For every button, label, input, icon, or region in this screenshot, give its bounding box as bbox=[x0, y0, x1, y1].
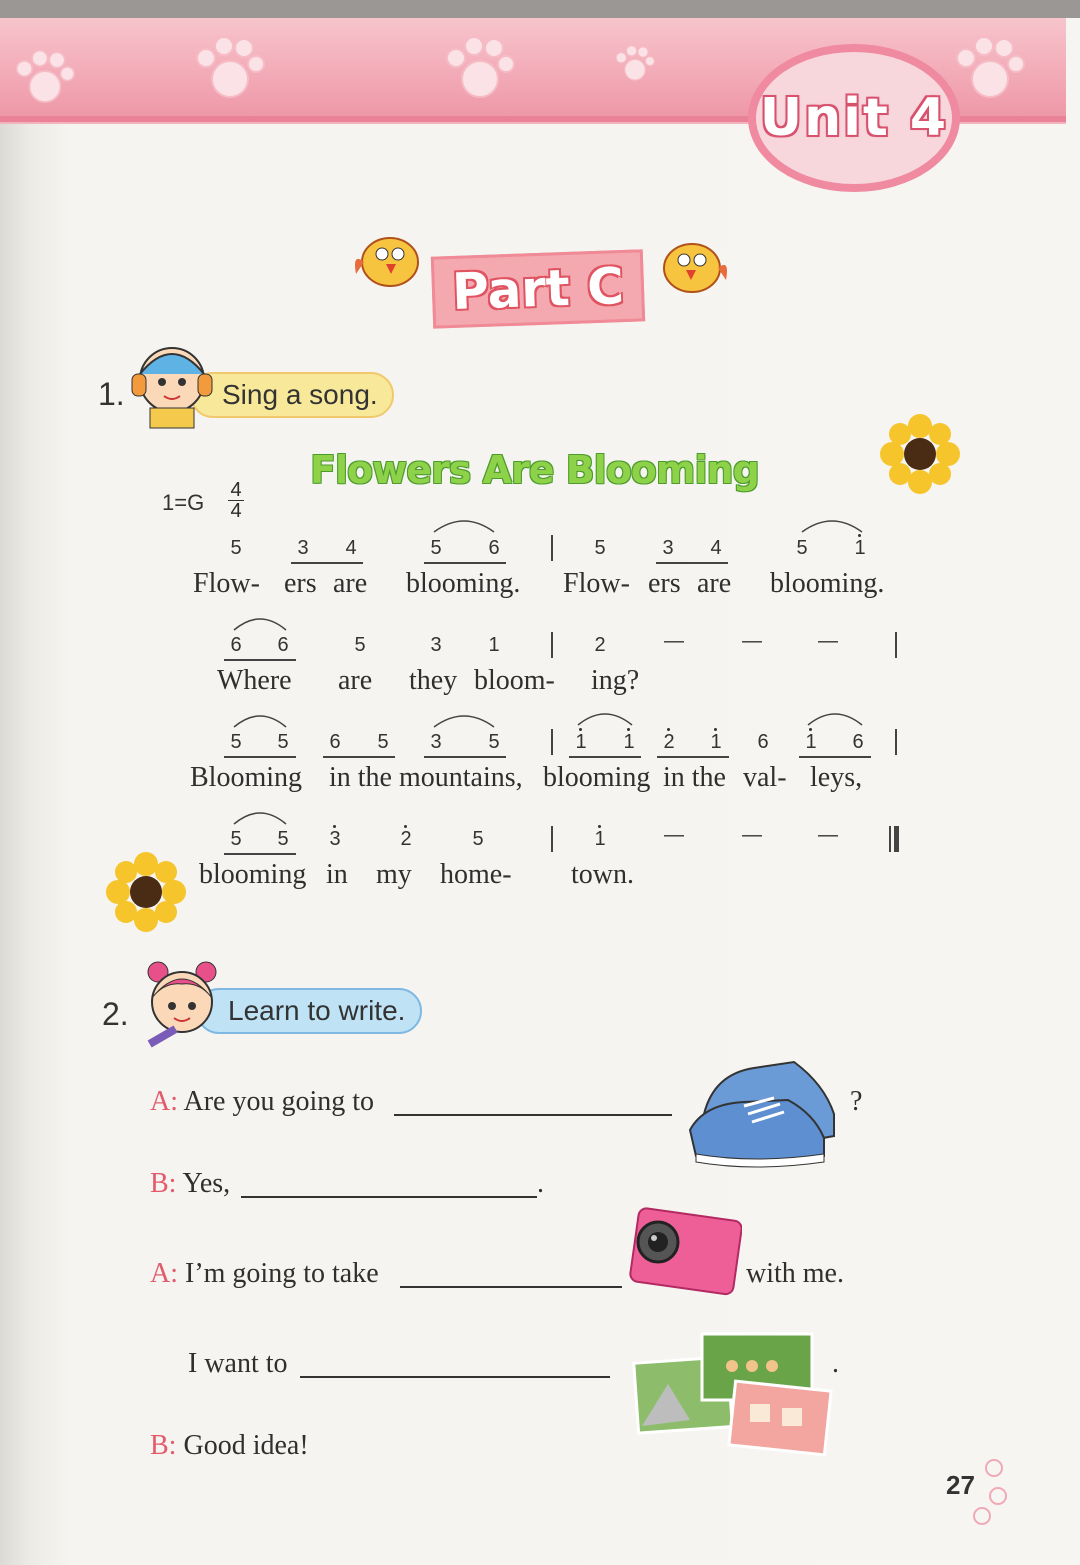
boy-headphones-icon bbox=[124, 338, 220, 430]
lyric: leys, bbox=[810, 762, 863, 793]
high-octave-dot bbox=[404, 825, 407, 828]
paw-print-icon bbox=[440, 34, 520, 104]
note-underline bbox=[291, 562, 363, 564]
dialog-end: . bbox=[832, 1348, 839, 1379]
section-2-number: 2. bbox=[102, 996, 129, 1032]
page-number: 27 bbox=[946, 1470, 975, 1500]
speaker-label: B: bbox=[150, 1430, 177, 1461]
dialog-line-1 bbox=[150, 1086, 374, 1118]
lyric: bloom- bbox=[474, 665, 555, 696]
slur bbox=[574, 709, 636, 727]
lyric: in the bbox=[663, 762, 726, 793]
scan-edge bbox=[0, 0, 1080, 18]
dialog-line-3 bbox=[150, 1258, 379, 1290]
slur bbox=[798, 516, 866, 534]
dialog-text: Are you going to bbox=[183, 1086, 374, 1117]
speaker-label: A: bbox=[150, 1086, 178, 1117]
note: 6 bbox=[852, 731, 864, 753]
time-signature bbox=[226, 480, 246, 521]
note: 3 bbox=[297, 537, 309, 559]
note-underline bbox=[224, 659, 296, 661]
lyric: Flow- bbox=[563, 568, 630, 599]
paw-print-icon bbox=[950, 34, 1030, 104]
part-title-banner bbox=[431, 249, 645, 328]
note: 5 bbox=[430, 537, 442, 559]
high-octave-dot bbox=[667, 728, 670, 731]
note-underline bbox=[424, 756, 506, 758]
sunflower-icon bbox=[106, 852, 186, 932]
note-underline bbox=[224, 756, 296, 758]
time-signature-bottom: 4 bbox=[230, 500, 242, 522]
slur bbox=[230, 711, 290, 729]
section-1-number: 1. bbox=[98, 376, 125, 412]
note: 5 bbox=[796, 537, 808, 559]
lyric: Where bbox=[217, 665, 292, 696]
note: 1 bbox=[623, 731, 635, 753]
note: 5 bbox=[354, 634, 366, 656]
dialog-text: I want to bbox=[188, 1348, 288, 1379]
answer-blank[interactable] bbox=[394, 1114, 672, 1116]
note: 3 bbox=[662, 537, 674, 559]
note: 4 bbox=[710, 537, 722, 559]
sneakers-icon bbox=[684, 1044, 848, 1168]
slur bbox=[230, 614, 290, 632]
lyric: ers bbox=[284, 568, 317, 599]
section-1-instruction: Sing a song. bbox=[190, 372, 394, 418]
dialog-end: . bbox=[537, 1168, 544, 1199]
slur bbox=[230, 808, 290, 826]
lyric: ing? bbox=[591, 665, 640, 696]
dash-note: — bbox=[818, 824, 838, 846]
note: 5 bbox=[230, 731, 242, 753]
bar-line bbox=[551, 632, 553, 658]
paw-print-icon bbox=[190, 34, 270, 104]
note: 1 bbox=[488, 634, 500, 656]
sunflower-icon bbox=[880, 414, 960, 494]
lyric: blooming. bbox=[770, 568, 885, 599]
note: 5 bbox=[488, 731, 500, 753]
high-octave-dot bbox=[714, 728, 717, 731]
note-underline bbox=[657, 756, 729, 758]
note: 2 bbox=[594, 634, 606, 656]
lyric: blooming. bbox=[406, 568, 521, 599]
note: 6 bbox=[230, 634, 242, 656]
note: 5 bbox=[277, 828, 289, 850]
girl-pencil-icon bbox=[140, 958, 224, 1058]
note-underline bbox=[569, 756, 641, 758]
paw-print-icon bbox=[610, 44, 660, 84]
note: 5 bbox=[230, 828, 242, 850]
dash-note: — bbox=[664, 824, 684, 846]
bird-icon bbox=[654, 230, 732, 300]
note: 1 bbox=[575, 731, 587, 753]
unit-label: Unit 4 bbox=[759, 88, 949, 148]
lyric: are bbox=[338, 665, 373, 696]
answer-blank[interactable] bbox=[241, 1196, 537, 1198]
final-bar-thin bbox=[889, 826, 891, 852]
bar-line bbox=[551, 535, 553, 561]
dash-note: — bbox=[818, 630, 838, 652]
note-underline bbox=[323, 756, 395, 758]
camera-icon bbox=[626, 1204, 742, 1298]
dialog-end: ? bbox=[850, 1086, 863, 1117]
paw-print-icon bbox=[10, 48, 80, 108]
high-octave-dot bbox=[598, 825, 601, 828]
lyric: in bbox=[326, 859, 348, 890]
lyric: are bbox=[697, 568, 732, 599]
note: 5 bbox=[230, 537, 242, 559]
lyric: Flow- bbox=[193, 568, 260, 599]
note: 4 bbox=[345, 537, 357, 559]
speaker-label: B: bbox=[150, 1168, 177, 1199]
note: 5 bbox=[277, 731, 289, 753]
dialog-line-5 bbox=[150, 1430, 309, 1462]
note: 6 bbox=[277, 634, 289, 656]
note-underline bbox=[656, 562, 728, 564]
dialog-text: Good idea! bbox=[183, 1430, 309, 1461]
bar-line bbox=[895, 632, 897, 658]
note: 2 bbox=[400, 828, 412, 850]
dialog-line-4 bbox=[188, 1348, 288, 1380]
high-octave-dot bbox=[809, 728, 812, 731]
lyric: val- bbox=[743, 762, 787, 793]
lyric: my bbox=[376, 859, 412, 890]
note: 3 bbox=[329, 828, 341, 850]
unit-badge bbox=[748, 44, 960, 192]
bar-line bbox=[551, 729, 553, 755]
time-signature-top: 4 bbox=[230, 479, 242, 501]
lyric: blooming bbox=[543, 762, 651, 793]
part-title: Part C bbox=[451, 257, 625, 321]
dialog-text: Yes, bbox=[182, 1168, 231, 1199]
note-underline bbox=[799, 756, 871, 758]
answer-blank[interactable] bbox=[300, 1376, 610, 1378]
note: 5 bbox=[594, 537, 606, 559]
note: 1 bbox=[710, 731, 722, 753]
song-key: 1=G bbox=[162, 490, 205, 515]
lyric: blooming bbox=[199, 859, 307, 890]
note: 3 bbox=[430, 731, 442, 753]
note: 1 bbox=[854, 537, 866, 559]
lyric: home- bbox=[440, 859, 512, 890]
note: 6 bbox=[757, 731, 769, 753]
slur bbox=[430, 711, 498, 729]
high-octave-dot bbox=[579, 728, 582, 731]
speaker-label: A: bbox=[150, 1258, 178, 1289]
dialog-line-2 bbox=[150, 1168, 230, 1200]
note: 6 bbox=[488, 537, 500, 559]
note: 5 bbox=[377, 731, 389, 753]
final-bar-thick bbox=[894, 826, 899, 852]
dash-note: — bbox=[742, 630, 762, 652]
lyric: Blooming bbox=[190, 762, 303, 793]
high-octave-dot bbox=[858, 534, 861, 537]
mountain-photos-icon bbox=[632, 1330, 836, 1456]
note-underline bbox=[424, 562, 506, 564]
note: 1 bbox=[594, 828, 606, 850]
note: 1 bbox=[805, 731, 817, 753]
note: 6 bbox=[329, 731, 341, 753]
bird-icon bbox=[350, 222, 428, 292]
bar-line bbox=[551, 826, 553, 852]
bar-line bbox=[895, 729, 897, 755]
song-title: Flowers Are Blooming bbox=[310, 448, 759, 492]
dialog-text: I’m going to take bbox=[185, 1258, 379, 1289]
note: 5 bbox=[472, 828, 484, 850]
slur bbox=[430, 516, 498, 534]
dash-note: — bbox=[664, 630, 684, 652]
lyric: ers bbox=[648, 568, 681, 599]
dialog-end: with me. bbox=[746, 1258, 844, 1289]
note: 2 bbox=[663, 731, 675, 753]
lyric: are bbox=[333, 568, 368, 599]
high-octave-dot bbox=[333, 825, 336, 828]
note-underline bbox=[224, 853, 296, 855]
high-octave-dot bbox=[627, 728, 630, 731]
note: 3 bbox=[430, 634, 442, 656]
section-2-instruction: Learn to write. bbox=[196, 988, 422, 1034]
lyric: they bbox=[409, 665, 458, 696]
slur bbox=[804, 709, 866, 727]
lyric: in the mountains, bbox=[329, 762, 523, 793]
answer-blank[interactable] bbox=[400, 1286, 622, 1288]
dash-note: — bbox=[742, 824, 762, 846]
lyric: town. bbox=[571, 859, 634, 890]
